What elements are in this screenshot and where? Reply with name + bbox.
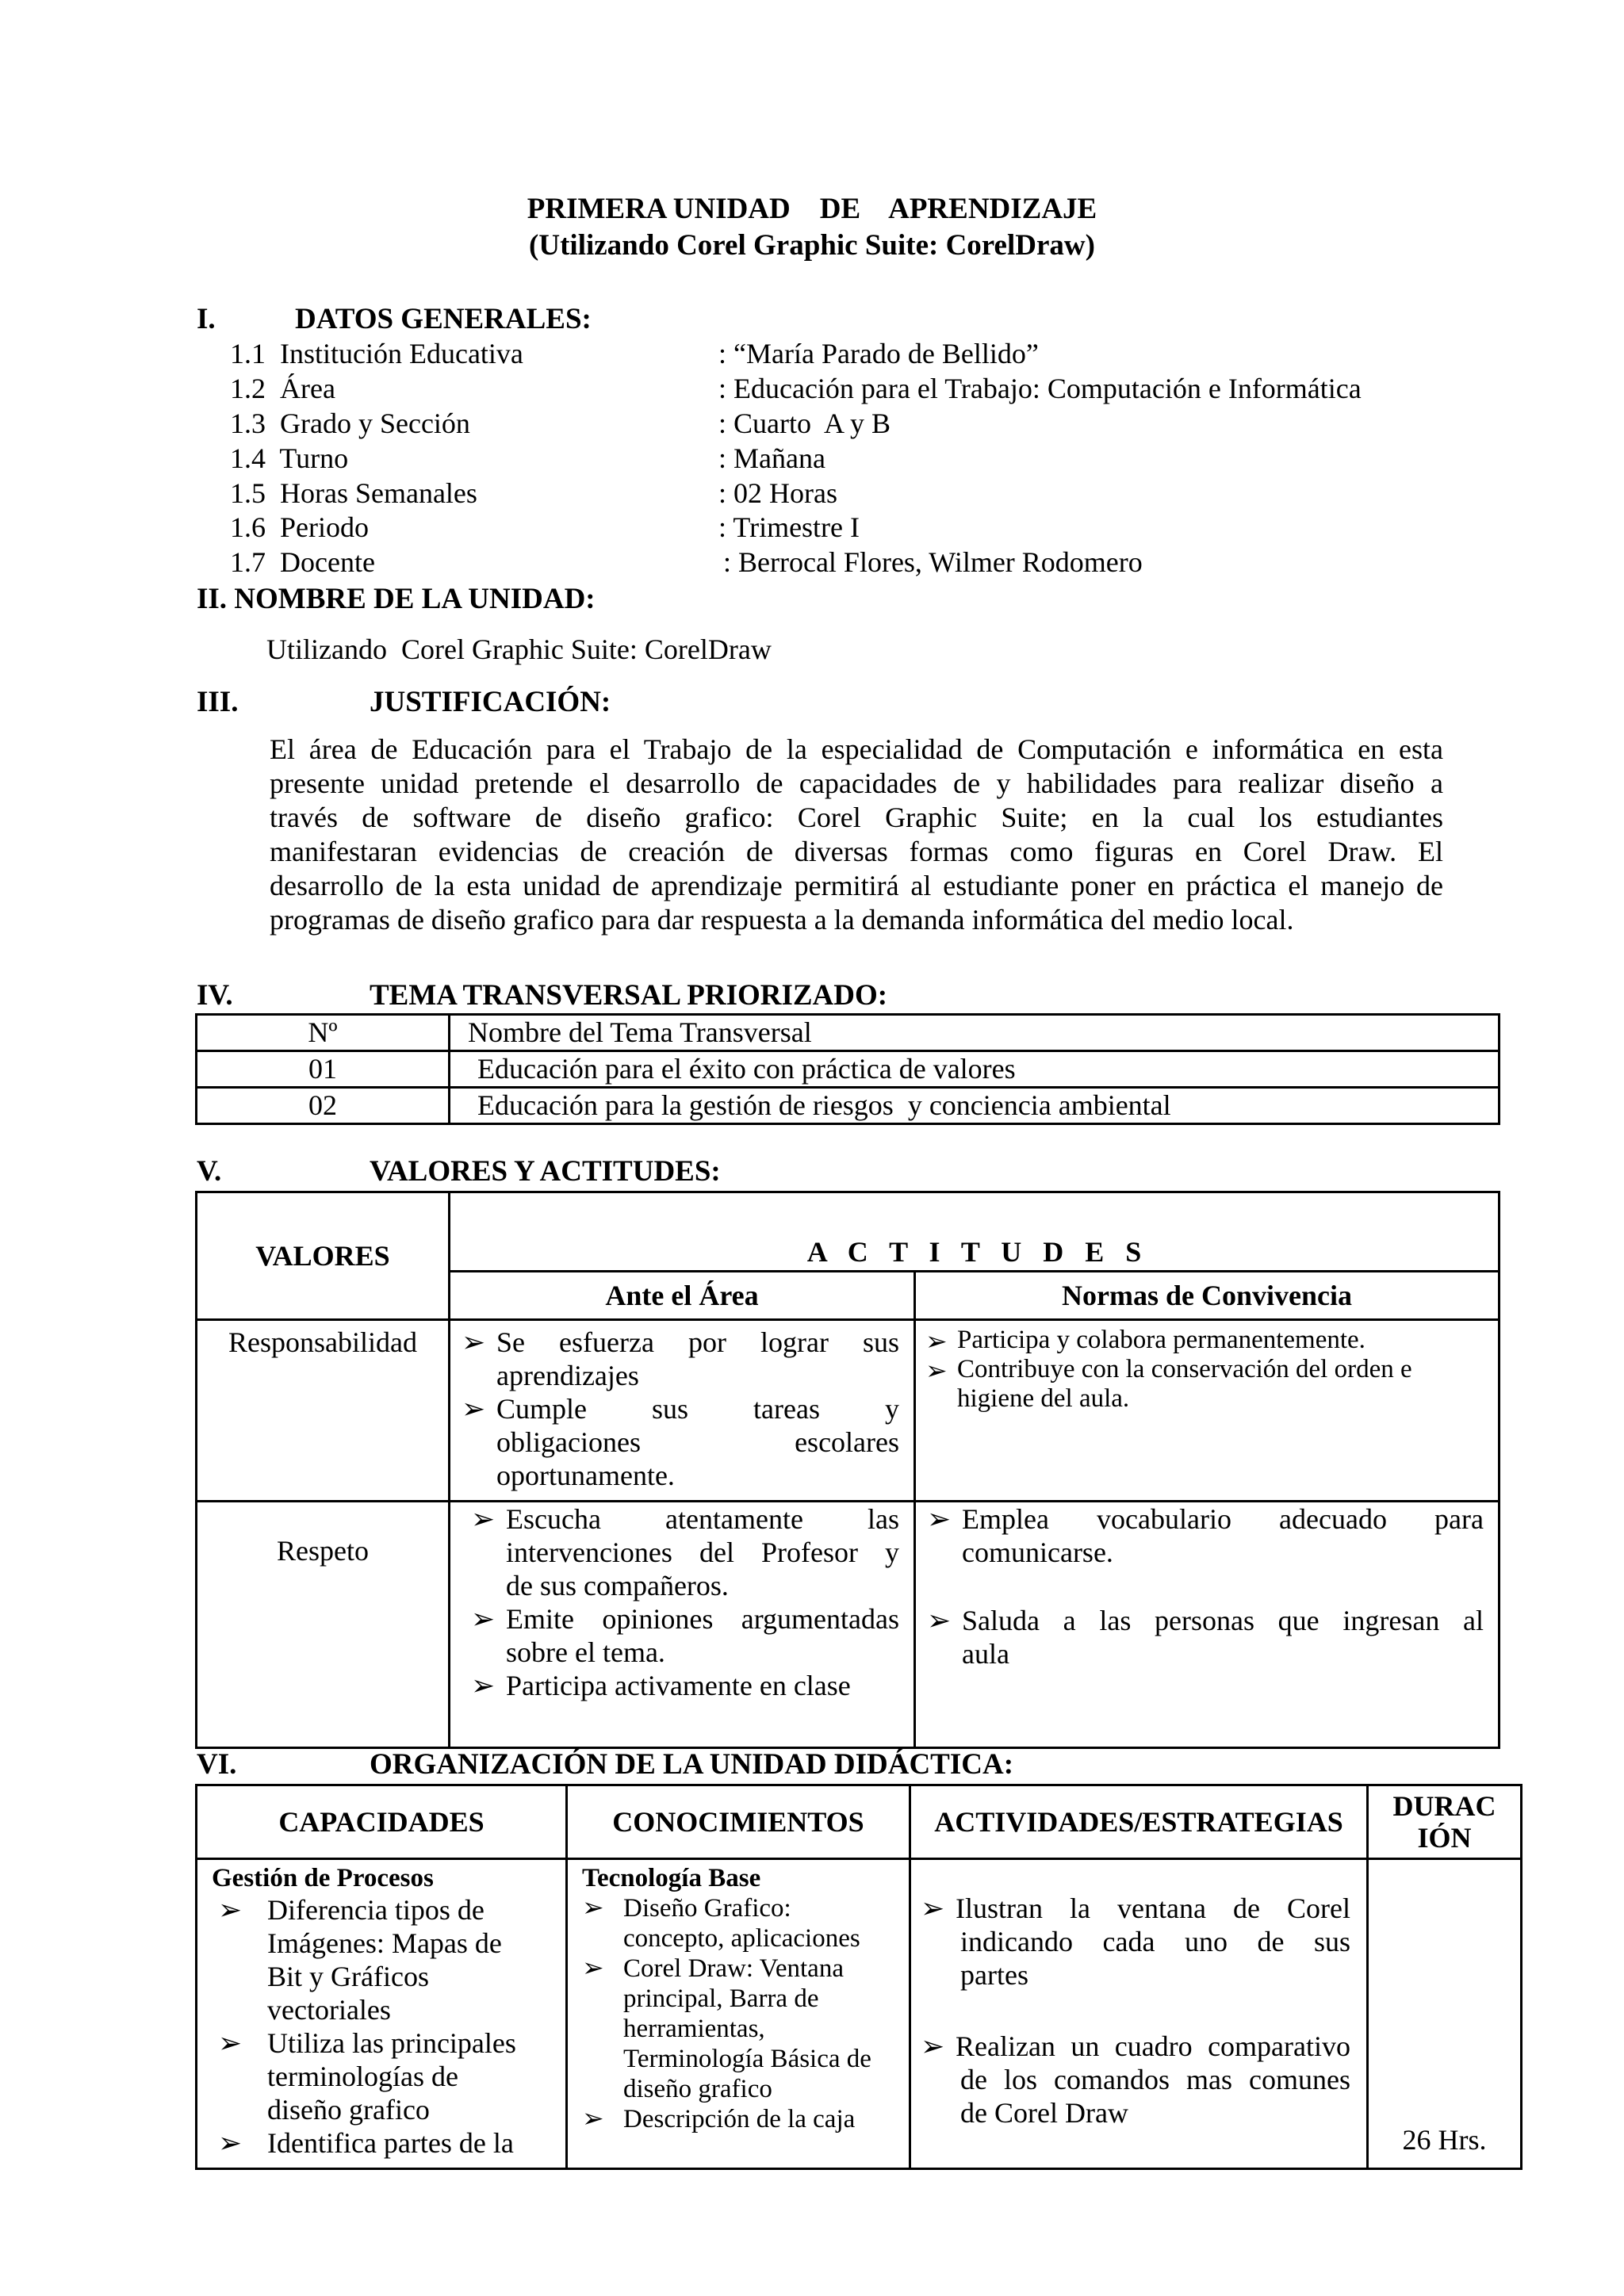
list-item: ➢ Emite opiniones argumentadas sobre el tema. [471,1603,899,1668]
section-title-2: II. NOMBRE DE LA UNIDAD: [197,583,596,615]
section-title-5: VALORES Y ACTITUDES: [370,1155,721,1188]
header-actitudes: A C T I T U D E S [450,1192,1500,1272]
list-item: ➢ Diseño Grafico: concepto, aplicaciones [582,1894,860,1953]
list-item: ➢ Ilustran la ventana de Corel indicando cada uno de sus partes [921,1892,1350,1991]
section-title-6: ORGANIZACIÓN DE LA UNIDAD DIDÁCTICA: [370,1748,1014,1781]
list-item: ➢ Diferencia tipos de Imágenes: Mapas de Bit y Gráficos vectoriales [218,1894,502,2026]
transversal-table [195,1013,1500,1125]
list [582,1893,909,2134]
table-cell: 02 [197,1088,450,1124]
normas-cell [915,1502,1500,1748]
list-item: ➢ Descripción de la caja [582,2105,856,2133]
table-row [197,1785,1522,1859]
paragraph-line: presente unidad pretende el desarrollo de capacidades de y habilidades para realizar diseño a [270,767,1443,799]
list [450,1326,899,1492]
paragraph-line: través de software de diseño grafico: Corel Graphic Suite; en la cual los estudiantes [270,802,1443,833]
table-header-cell: Nombre del Tema Transversal [450,1015,1500,1051]
list [460,1502,899,1702]
arrowhead-bullet-icon: ➢ [921,2030,945,2062]
datos-value: : Educación para el Trabajo: Computación e Informática [718,373,1362,404]
table-row [197,1320,1500,1502]
table-cell: 01 [197,1051,450,1088]
header-normas: Normas de Convivencia [915,1271,1500,1319]
header-capacidades: CAPACIDADES [197,1785,567,1859]
area-cell [450,1502,915,1748]
list-item: ➢ Realizan un cuadro comparativo de los comandos mas comunes de Corel Draw [921,2030,1350,2129]
list-item: ➢ Escucha atentamente las intervenciones del Profesor y de sus compañeros. [471,1503,899,1601]
table-row [197,1015,1500,1051]
list [212,1893,565,2160]
valor-respeto: Respeto [197,1502,450,1748]
list [911,1892,1350,2130]
section-title-3: JUSTIFICACIÓN: [370,686,611,718]
actividades-cell [910,1859,1368,2169]
datos-label: 1.6 Periodo [230,511,369,543]
arrowhead-bullet-icon: ➢ [927,1605,952,1636]
list [916,1326,1482,1414]
unit-name: Utilizando Corel Graphic Suite: CorelDraw [266,633,772,665]
section-title-1: DATOS GENERALES: [295,303,592,335]
table-row [197,1088,1500,1124]
list-item: ➢ Se esfuerza por lograr sus aprendizajes [462,1326,899,1391]
paragraph-line: El área de Educación para el Trabajo de la especialidad de Computación e informática en esta [270,733,1443,765]
cap-title: Gestión de Procesos [212,1864,434,1892]
header-duracion: DURAC IÓN [1368,1785,1522,1859]
arrowhead-bullet-icon: ➢ [218,2027,243,2059]
list-item: ➢ Contribuye con la conservación del orden e higiene del aula. [925,1355,1412,1413]
arrowhead-bullet-icon: ➢ [471,1603,496,1635]
datos-value: : 02 Horas [718,477,837,509]
paragraph-line: programas de diseño grafico para dar respuesta a la demanda informática del medio local. [270,904,1294,936]
header-conocimientos: CONOCIMIENTOS [567,1785,910,1859]
datos-label: 1.1 Institución Educativa [230,338,523,369]
list-item: ➢ Saluda a las personas que ingresan al aula [927,1605,1484,1670]
arrowhead-bullet-icon: ➢ [582,2105,604,2133]
arrowhead-bullet-icon: ➢ [462,1326,486,1358]
arrowhead-bullet-icon: ➢ [921,1892,945,1924]
section-number-5: V. [197,1155,222,1188]
conocimientos-cell [567,1859,910,2169]
table-cell: Educación para la gestión de riesgos y conciencia ambiental [450,1088,1500,1124]
table-row [197,1192,1500,1272]
con-title: Tecnología Base [582,1864,761,1892]
arrowhead-bullet-icon: ➢ [927,1503,952,1535]
arrowhead-bullet-icon: ➢ [462,1393,486,1425]
datos-value: : Berrocal Flores, Wilmer Rodomero [723,546,1143,578]
section-title-4: TEMA TRANSVERSAL PRIORIZADO: [370,979,888,1012]
datos-value: : Cuarto A y B [718,408,891,439]
capacidades-cell [197,1859,567,2169]
area-cell [450,1320,915,1502]
valores-table [195,1191,1500,1749]
section-number-1: I. [197,303,216,335]
list [916,1502,1484,1670]
list-item: ➢ Participa activamente en clase [471,1670,851,1701]
header-ante-area: Ante el Área [450,1271,915,1319]
table-row [197,1051,1500,1088]
document-title: PRIMERA UNIDAD DE APRENDIZAJE [527,193,1097,225]
list-item: ➢ Identifica partes de la [218,2127,514,2159]
table-cell: Educación para el éxito con práctica de valores [450,1051,1500,1088]
list-item: ➢ Cumple sus tareas y obligaciones escolares oportunamente. [462,1393,899,1491]
justification-paragraph [270,733,1443,937]
normas-cell [915,1320,1500,1502]
document-subtitle: (Utilizando Corel Graphic Suite: CorelDraw) [529,229,1095,262]
arrowhead-bullet-icon: ➢ [582,1954,604,1983]
arrowhead-bullet-icon: ➢ [925,1328,948,1357]
valor-responsabilidad: Responsabilidad [197,1320,450,1502]
datos-label: 1.2 Área [230,373,335,404]
arrowhead-bullet-icon: ➢ [471,1670,496,1701]
arrowhead-bullet-icon: ➢ [218,1894,243,1926]
datos-value: : “María Parado de Bellido” [718,338,1039,369]
list-item: ➢ Participa y colabora permanentemente. [925,1326,1365,1357]
header-actividades: ACTIVIDADES/ESTRATEGIAS [910,1785,1368,1859]
table-row [197,1859,1522,2169]
section-number-6: VI. [197,1748,237,1781]
arrowhead-bullet-icon: ➢ [582,1894,604,1923]
arrowhead-bullet-icon: ➢ [471,1503,496,1535]
datos-value: : Trimestre I [718,511,860,543]
section-number-3: III. [197,686,239,718]
arrowhead-bullet-icon: ➢ [925,1357,948,1386]
datos-value: : Mañana [718,442,825,474]
datos-label: 1.7 Docente [230,546,375,578]
datos-label: 1.4 Turno [230,442,349,474]
table-header-cell: Nº [197,1015,450,1051]
paragraph-line: desarrollo de la esta unidad de aprendizaje permitirá al estudiante poner en práctica el manejo de [270,870,1443,901]
list-item: ➢ Corel Draw: Ventana principal, Barra de herramientas, Terminología Básica de diseño grafico [582,1954,871,2103]
section-number-4: IV. [197,979,233,1012]
paragraph-line: manifestaran evidencias de creación de diversas formas como figuras en Corel Draw. El [270,836,1443,867]
table-row [197,1502,1500,1748]
list-item: ➢ Emplea vocabulario adecuado para comunicarse. [927,1503,1484,1568]
datos-label: 1.5 Horas Semanales [230,477,477,509]
organizacion-table [195,1784,1522,2170]
header-valores: VALORES [197,1192,450,1320]
datos-label: 1.3 Grado y Sección [230,408,470,439]
arrowhead-bullet-icon: ➢ [218,2127,243,2159]
duracion-value: 26 Hrs. [1368,1859,1522,2169]
list-item: ➢ Utiliza las principales terminologías de diseño grafico [218,2027,516,2126]
